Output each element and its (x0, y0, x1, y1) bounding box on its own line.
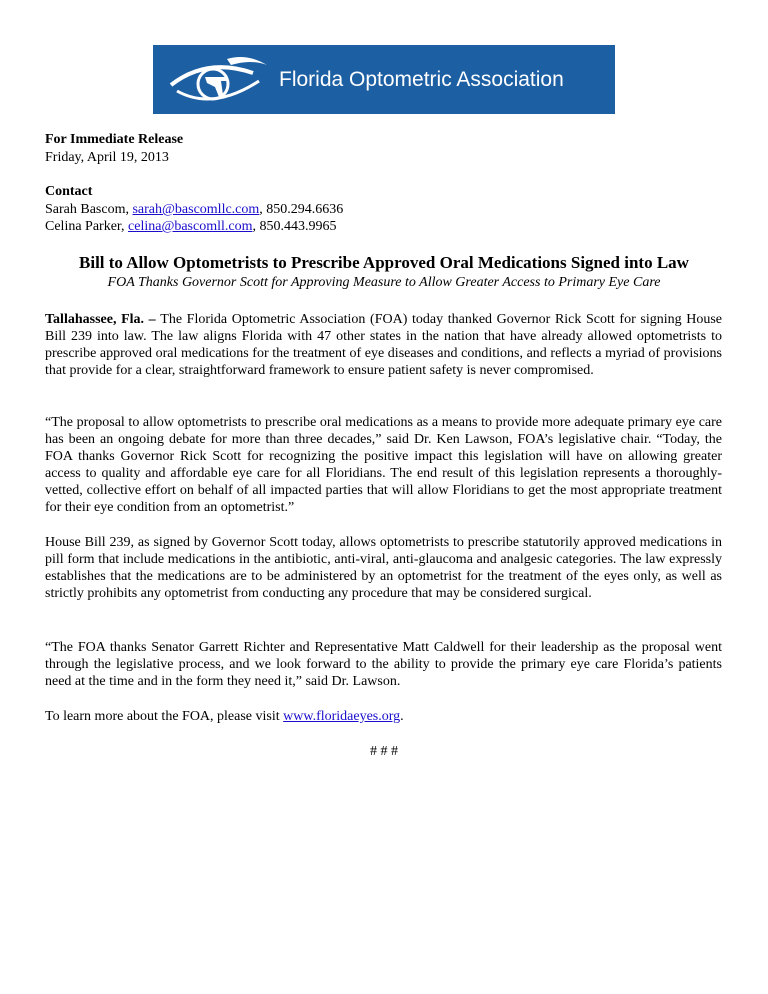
end-mark: # # # (370, 744, 398, 759)
subheadline: FOA Thanks Governor Scott for Approving Measure to Allow Greater Access to Primary Eye Care (107, 275, 661, 290)
header-banner (153, 45, 615, 114)
paragraph-3: House Bill 239, as signed by Governor Scott today, allows optometrists to prescribe statutorily approved medications in pill form that include medications in the antibiotic, anti-viral, anti-glaucoma and analgesic categories. The law expressly establishes that the medications are to be administered by an optometrist for the treatment of the eyes only, as well as strictly prohibits any optometrist from conducting any procedure that may be considered surgical. (45, 535, 722, 601)
dateline: Tallahassee, Fla. – (45, 312, 161, 327)
paragraph-2: “The proposal to allow optometrists to prescribe oral medications as a means to provide more adequate primary eye care has been an ongoing debate for more than three decades,” said Dr. Ken Lawson, FOA’s legislative chair. “Today, the FOA thanks Governor Rick Scott for recognizing the positive impact this legislation will have on allowing greater access to quality and affordable eye care for all Floridians. The end result of this legislation represents a thoroughly-vetted, collective effort on behalf of all impacted parties that will allow Floridians to get the most appropriate treatment for their eye condition from an optometrist.” (45, 415, 722, 515)
eye-florida-icon (167, 51, 271, 109)
contact-name: Celina Parker, (45, 219, 129, 234)
paragraph-4: “The FOA thanks Senator Garrett Richter and Representative Matt Caldwell for their leadership as the proposal went through the legislative process, and we look forward to the ability to provide the primary eye care Florida’s patients need at the time and in the form they need it,” said Dr. Lawson. (45, 640, 722, 689)
paragraph-5-text: To learn more about the FOA, please visit (45, 709, 284, 724)
paragraph-5 (45, 708, 722, 725)
contact-entry (45, 201, 343, 218)
contact-name: Sarah Bascom, (45, 202, 133, 217)
email-link[interactable]: celina@bascomll.com (128, 219, 253, 234)
contact-label: Contact (45, 184, 93, 199)
paragraph-5-end: . (400, 709, 404, 724)
contact-phone: , 850.443.9965 (252, 219, 337, 234)
release-date: Friday, April 19, 2013 (45, 150, 169, 165)
contact-phone: , 850.294.6636 (259, 202, 344, 217)
email-link[interactable]: sarah@bascomllc.com (132, 202, 260, 217)
release-label: For Immediate Release (45, 132, 184, 147)
paragraph-1-text: The Florida Optometric Association (FOA) today thanked Governor Rick Scott for signing House Bill 239 into law. The law aligns Florida with 47 other states in the nation that have already allowed optometrists to prescribe approved oral medications for the treatment of eye diseases and conditions, and reflects a myriad of provisions that provide for a clear, straightforward framework to ensure patient safety is never compromised. (45, 312, 722, 378)
website-link[interactable]: www.floridaeyes.org (283, 709, 401, 724)
org-name: Florida Optometric Association (279, 68, 564, 91)
contact-entry (45, 218, 337, 235)
headline: Bill to Allow Optometrists to Prescribe Approved Oral Medications Signed into Law (79, 253, 689, 272)
paragraph-1 (45, 311, 722, 379)
